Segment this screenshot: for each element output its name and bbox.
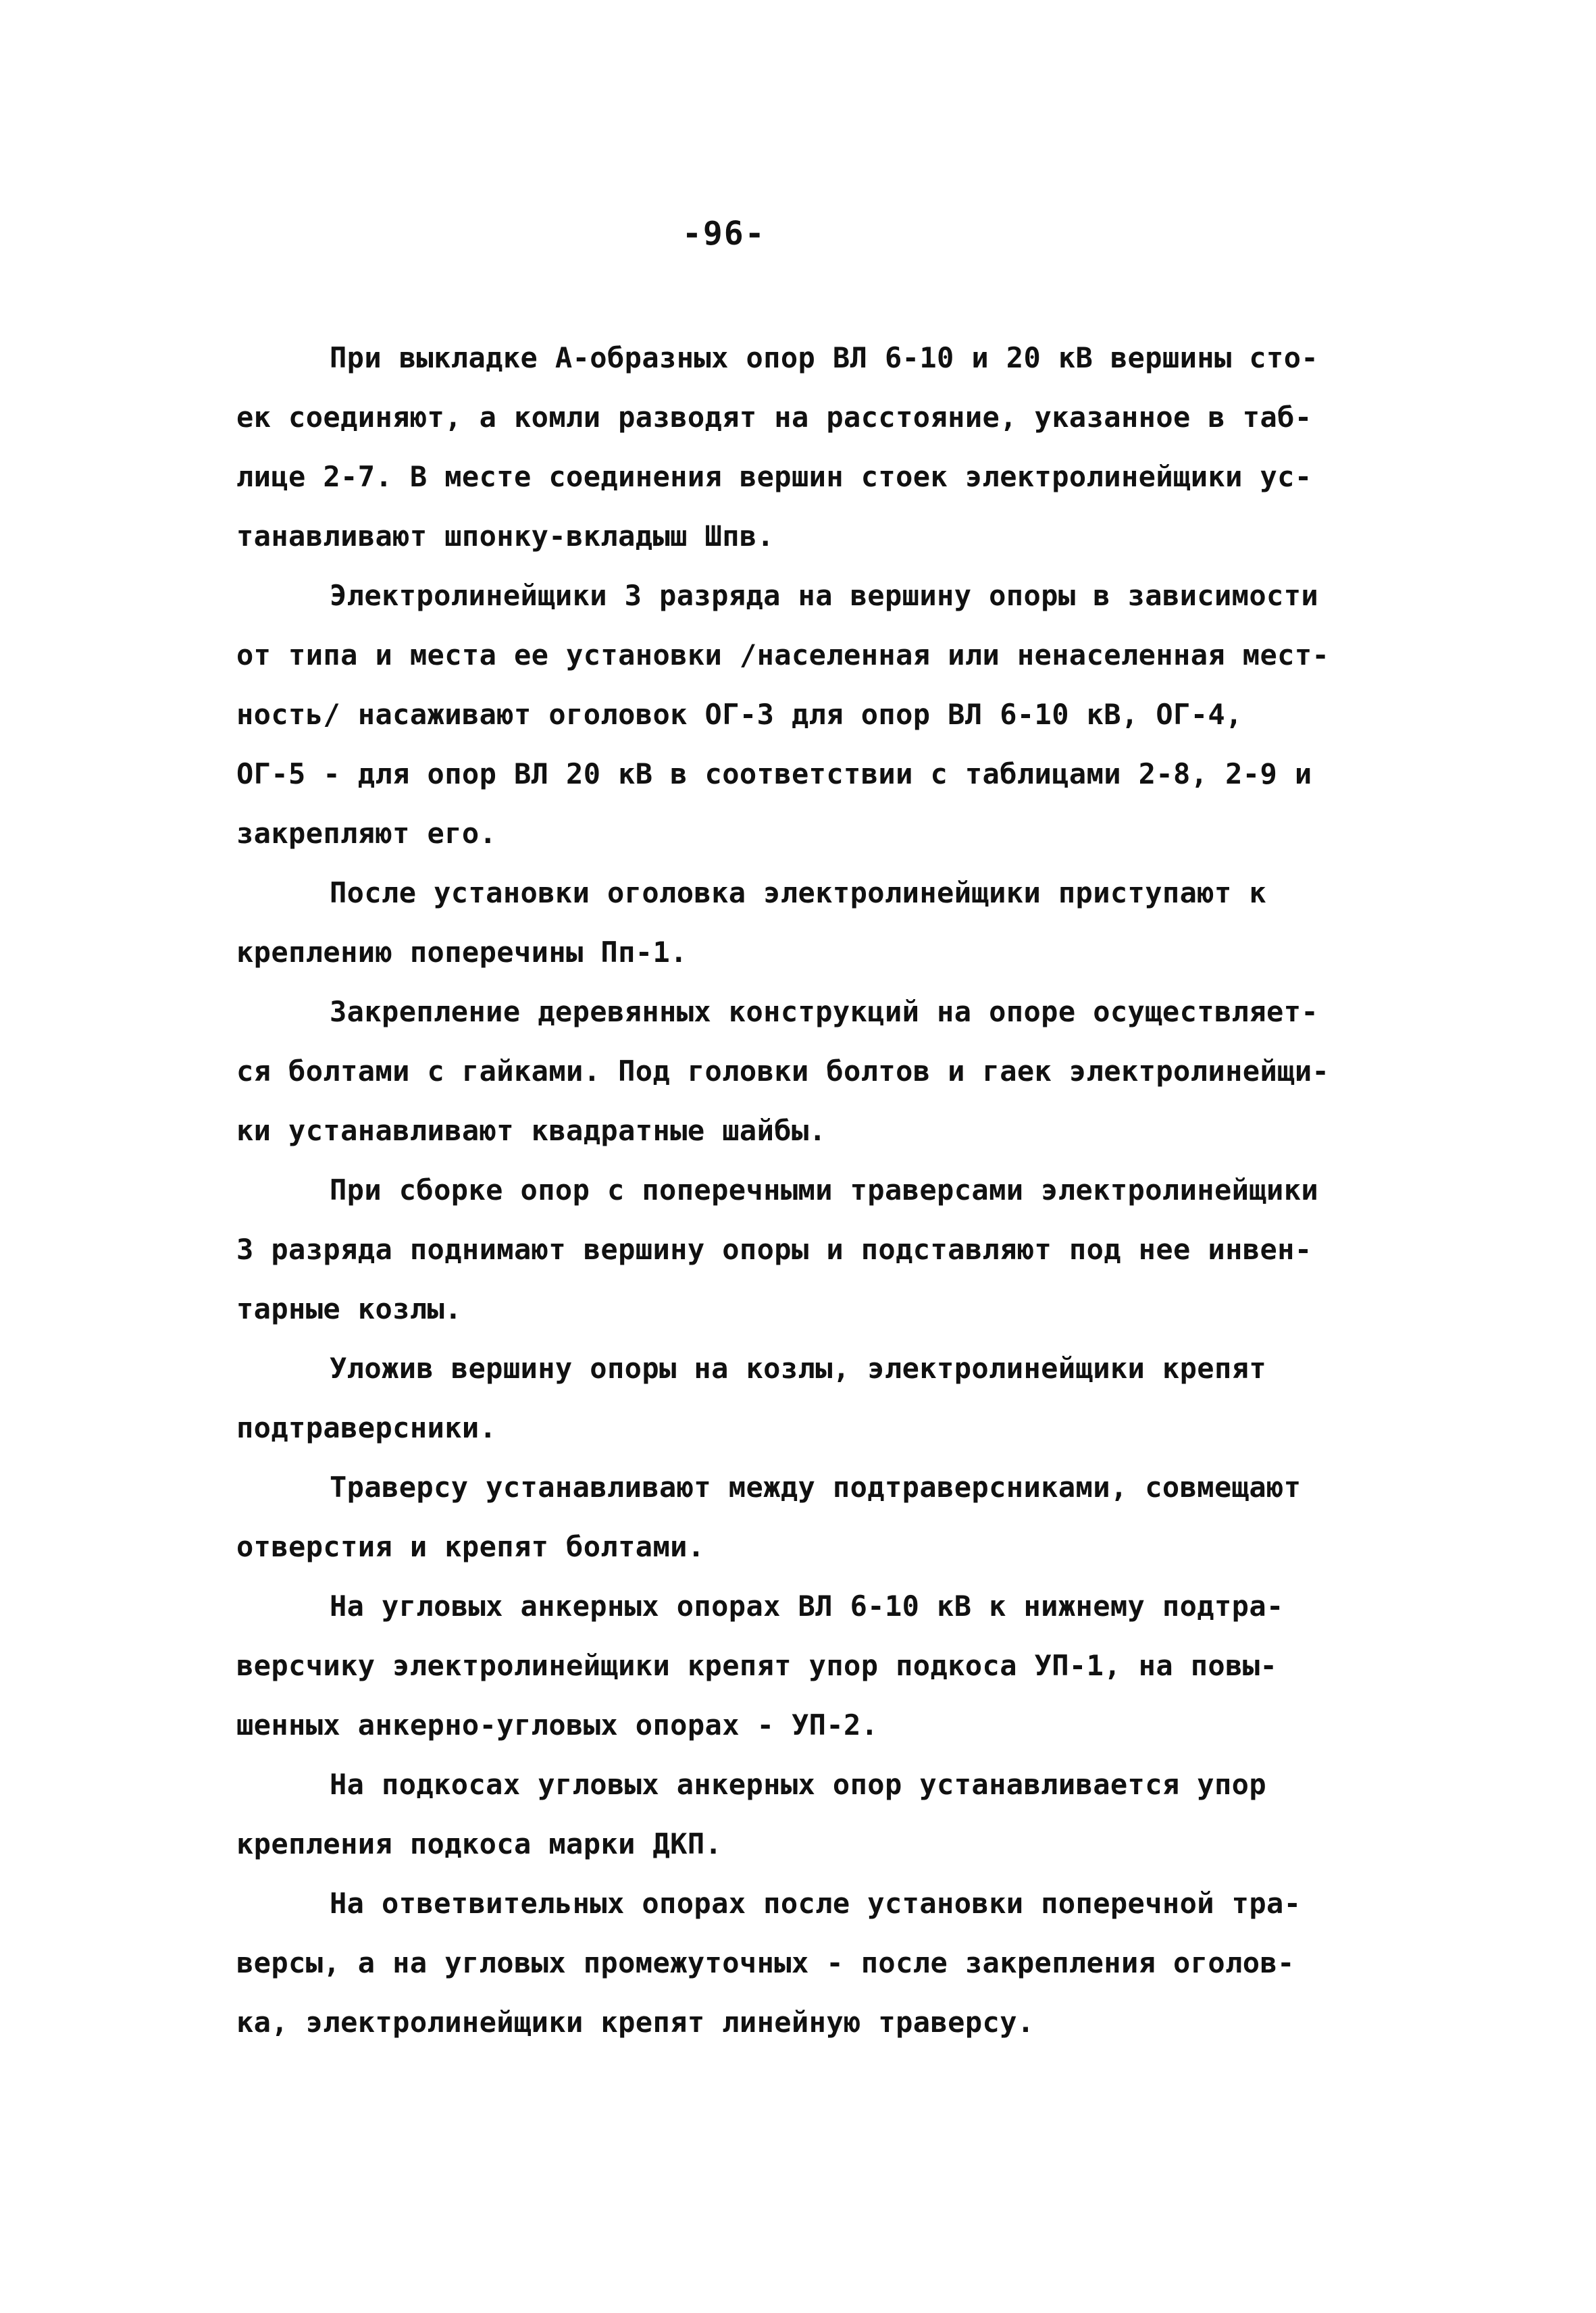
text-line: После установки оголовка электролинейщики приступают к	[330, 876, 1267, 909]
text-line: тарные козлы.	[236, 1292, 462, 1325]
text-line: На угловых анкерных опорах ВЛ 6-10 кВ к нижнему подтра-	[330, 1590, 1284, 1623]
text-line: версчику электролинейщики крепят упор подкоса УП-1, на повы-	[236, 1649, 1278, 1682]
text-line: Траверсу устанавливают между подтраверсниками, совмещают	[330, 1471, 1302, 1504]
text-line: 3 разряда поднимают вершину опоры и подставляют под нее инвен-	[236, 1233, 1312, 1266]
text-line: На подкосах угловых анкерных опор устанавливается упор	[330, 1768, 1267, 1801]
text-line: крепления подкоса марки ДКП.	[236, 1827, 723, 1860]
text-line: креплению поперечины Пп-1.	[236, 936, 688, 969]
text-line: На ответвительных опорах после установки поперечной тра-	[330, 1887, 1302, 1920]
text-line: версы, а на угловых промежуточных - после закрепления оголов-	[236, 1946, 1295, 1979]
paragraph-10	[236, 1874, 1398, 2052]
paragraph-7	[236, 1458, 1398, 1577]
paragraph-8	[236, 1577, 1398, 1755]
paragraph-6	[236, 1339, 1398, 1458]
text-line: ОГ-5 - для опор ВЛ 20 кВ в соответствии с таблицами 2-8, 2-9 и	[236, 757, 1312, 790]
text-line: ки устанавливают квадратные шайбы.	[236, 1114, 827, 1147]
text-line: отверстия и крепят болтами.	[236, 1530, 705, 1563]
paragraph-5	[236, 1161, 1398, 1339]
text-line: Закрепление деревянных конструкций на опоре осуществляет-	[330, 995, 1319, 1028]
text-line: Уложив вершину опоры на козлы, электролинейщики крепят	[330, 1352, 1267, 1385]
text-line: При выкладке А-образных опор ВЛ 6-10 и 20 кВ вершины сто-	[330, 341, 1319, 374]
paragraph-3	[236, 863, 1398, 982]
text-line: ность/ насаживают оголовок ОГ-3 для опор ВЛ 6-10 кВ, ОГ-4,	[236, 698, 1243, 731]
text-line: лице 2-7. В месте соединения вершин стоек электролинейщики ус-	[236, 460, 1312, 493]
text-line: от типа и места ее установки /населенная или ненаселенная мест-	[236, 638, 1330, 671]
paragraph-9	[236, 1755, 1398, 1874]
text-line: ся болтами с гайками. Под головки болтов и гаек электролинейщи-	[236, 1054, 1330, 1088]
text-line: танавливают шпонку-вкладыш Шпв.	[236, 519, 775, 553]
body-text	[236, 328, 1398, 2052]
text-line: При сборке опор с поперечными траверсами электролинейщики	[330, 1173, 1319, 1206]
text-line: подтраверсники.	[236, 1411, 497, 1444]
text-line: шенных анкерно-угловых опорах - УП-2.	[236, 1708, 879, 1742]
paragraph-1	[236, 328, 1398, 566]
page-number: -96-	[682, 215, 766, 253]
paragraph-4	[236, 982, 1398, 1161]
paragraph-2	[236, 566, 1398, 863]
text-line: ка, электролинейщики крепят линейную траверсу.	[236, 2006, 1035, 2039]
text-line: Электролинейщики 3 разряда на вершину опоры в зависимости	[330, 579, 1319, 612]
text-line: ек соединяют, а комли разводят на расстояние, указанное в таб-	[236, 401, 1312, 434]
text-line: закрепляют его.	[236, 817, 497, 850]
